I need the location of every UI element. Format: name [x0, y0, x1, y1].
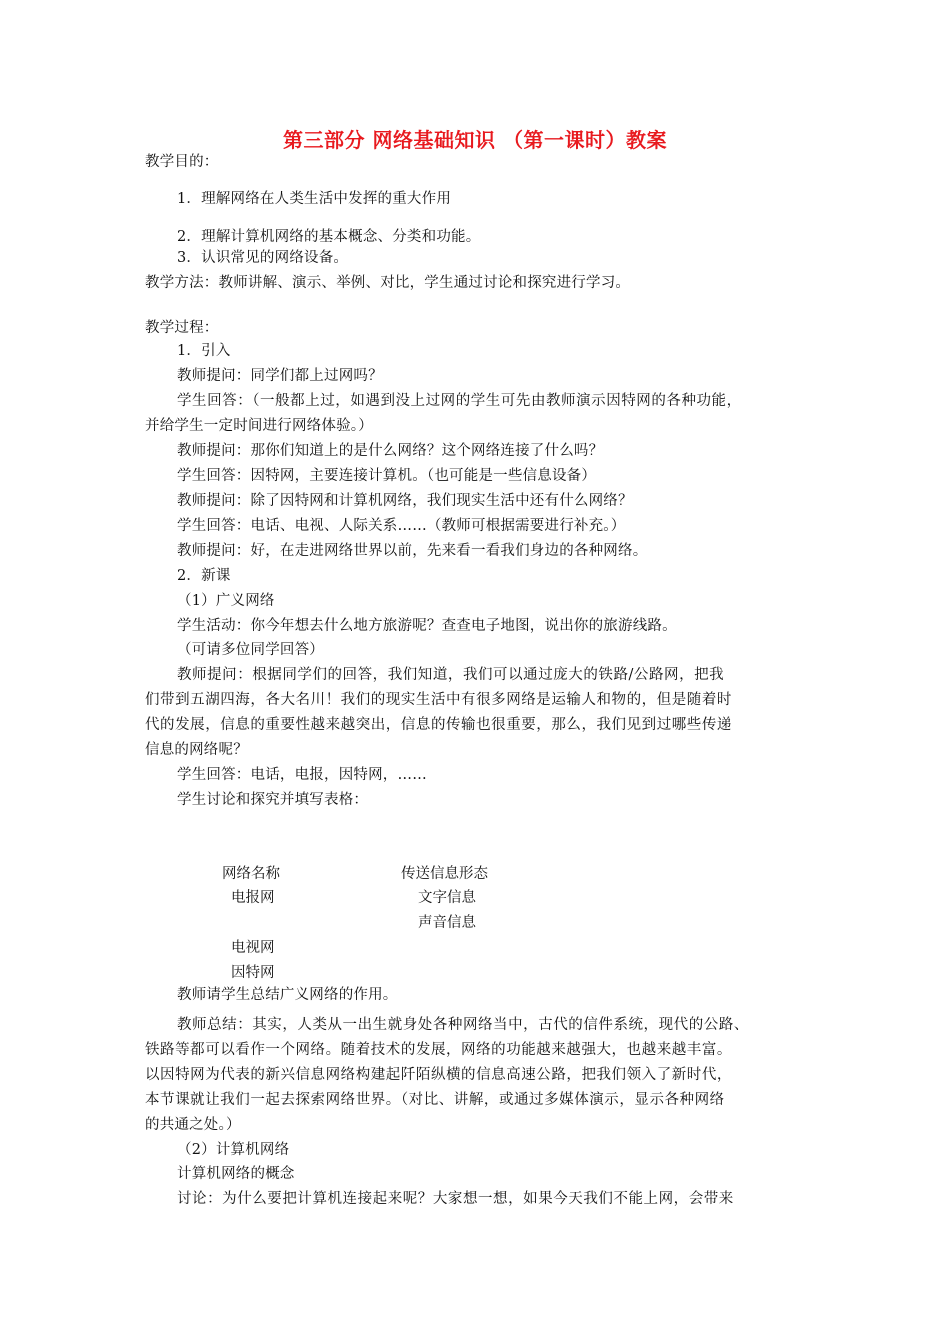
objective-item: 2．理解计算机网络的基本概念、分类和功能。	[177, 229, 481, 245]
broad-line: 学生回答：电话，电报，因特网，……	[177, 767, 427, 783]
intro-line: 教师提问：除了因特网和计算机网络，我们现实生活中还有什么网络？	[177, 493, 633, 509]
table-cell: 因特网	[231, 965, 275, 981]
table-cell: 电报网	[231, 890, 275, 906]
computer-line: 计算机网络的概念	[177, 1166, 295, 1182]
summary-line: 教师总结：其实，人类从一出生就身处各种网络当中，古代的信件系统，现代的公路、	[177, 1017, 749, 1033]
summary-line: 的共通之处。）	[145, 1117, 241, 1133]
table-cell: 声音信息	[418, 915, 476, 931]
objective-item: 1．理解网络在人类生活中发挥的重大作用	[177, 191, 452, 207]
broad-network-heading: （1）广义网络	[177, 593, 275, 609]
intro-line: 教师提问：好，在走进网络世界以前，先来看一看我们身边的各种网络。	[177, 543, 648, 559]
computer-network-heading: （2）计算机网络	[177, 1142, 290, 1158]
summary-line: 铁路等都可以看作一个网络。随着技术的发展，网络的功能越来越强大，也越来越丰富。	[145, 1042, 732, 1058]
summary-line: 以因特网为代表的新兴信息网络构建起阡陌纵横的信息高速公路，把我们领入了新时代，	[145, 1067, 732, 1083]
new-lesson-heading: 2．新课	[177, 568, 231, 584]
intro-line: 教师提问：那你们知道上的是什么网络？这个网络连接了什么吗？	[177, 443, 604, 459]
summary-line: 本节课就让我们一起去探索网络世界。（对比、讲解，或通过多媒体演示，显示各种网络	[145, 1092, 725, 1108]
table-header-info-form: 传送信息形态	[401, 866, 488, 882]
objectives-heading: 教学目的：	[145, 154, 219, 170]
teaching-method: 教学方法：教师讲解、演示、举例、对比，学生通过讨论和探究进行学习。	[145, 275, 631, 291]
broad-line: 学生讨论和探究并填写表格：	[177, 792, 369, 808]
intro-line: 并给学生一定时间进行网络体验。）	[145, 418, 373, 434]
intro-heading: 1．引入	[177, 343, 231, 359]
table-header-network-name: 网络名称	[222, 866, 280, 882]
computer-line: 讨论：为什么要把计算机连接起来呢？大家想一想，如果今天我们不能上网，会带来	[177, 1191, 734, 1207]
broad-line: 信息的网络呢？	[145, 742, 248, 758]
broad-line: 们带到五湖四海，各大名川！我们的现实生活中有很多网络是运输人和物的，但是随着时	[145, 692, 732, 708]
intro-line: 学生回答：（一般都上过，如遇到没上过网的学生可先由教师演示因特网的各种功能，	[177, 393, 742, 409]
process-heading: 教学过程：	[145, 320, 219, 336]
intro-line: 学生回答：电话、电视、人际关系……（教师可根据需要进行补充。）	[177, 518, 626, 534]
summary-line: 教师请学生总结广义网络的作用。	[177, 987, 398, 1003]
intro-line: 学生回答：因特网，主要连接计算机。（也可能是一些信息设备）	[177, 468, 597, 484]
table-cell: 文字信息	[418, 890, 476, 906]
broad-line: 学生活动：你今年想去什么地方旅游呢？查查电子地图，说出你的旅游线路。	[177, 618, 677, 634]
intro-line: 教师提问：同学们都上过网吗？	[177, 368, 383, 384]
document-title: 第三部分 网络基础知识 （第一课时）教案	[283, 128, 667, 152]
table-cell: 电视网	[231, 940, 275, 956]
broad-line: 教师提问：根据同学们的回答，我们知道，我们可以通过庞大的铁路/公路网，把我	[177, 667, 725, 683]
broad-line: 代的发展，信息的重要性越来越突出，信息的传输也很重要，那么，我们见到过哪些传递	[145, 717, 732, 733]
objective-item: 3．认识常见的网络设备。	[177, 250, 349, 266]
broad-line: （可请多位同学回答）	[177, 642, 324, 658]
